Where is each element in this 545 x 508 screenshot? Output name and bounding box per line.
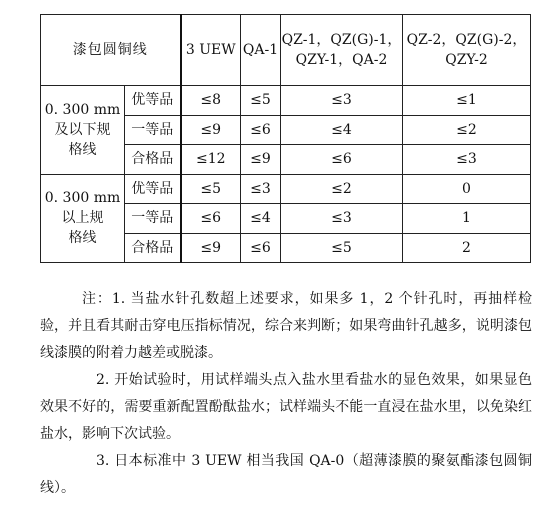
pinhole-limit-cell: ≤3	[281, 86, 403, 116]
pinhole-limit-cell: ≤6	[181, 204, 241, 234]
pinhole-limit-cell: ≤9	[241, 145, 281, 175]
pinhole-limit-cell: ≤2	[281, 174, 403, 204]
table-row	[41, 86, 531, 116]
grade-cell: 一等品	[125, 204, 181, 234]
pinhole-limit-cell: ≤5	[241, 86, 281, 116]
pinhole-limit-cell: ≤12	[181, 145, 241, 175]
grade-cell: 优等品	[125, 174, 181, 204]
header-qz1-line1: QZ-1，QZ(G)-1，	[281, 32, 402, 48]
pinhole-limit-cell: ≤9	[181, 233, 241, 263]
pinhole-limit-cell: ≤4	[241, 204, 281, 234]
header-qz2-line1: QZ-2，QZ(G)-2，	[406, 32, 527, 48]
header-qz1-line2: QZY-1，QA-2	[295, 52, 388, 68]
pinhole-limit-cell: ≤8	[181, 86, 241, 116]
size-category-line: 0. 300 mm	[44, 101, 121, 118]
header-qz1-group	[281, 15, 403, 86]
note-1: 注：1. 当盐水针孔数超上述要求，如果多 1，2 个针孔时，再抽样检验，并且看其耐击穿电压指标情况，综合来判断；如果弯曲针孔越多，说明漆包线漆膜的附着力越差或脱漆。	[40, 291, 532, 361]
pinhole-limit-cell: ≤3	[281, 204, 403, 234]
table-row	[41, 174, 531, 204]
pinhole-limit-cell: ≤4	[281, 115, 403, 145]
pinhole-limit-cell: ≤6	[281, 145, 403, 175]
pinhole-spec-table	[40, 14, 531, 263]
pinhole-limit-cell: ≤9	[181, 115, 241, 145]
size-category-line: 0. 300 mm	[44, 190, 121, 207]
pinhole-limit-cell: 2	[403, 233, 531, 263]
header-wire-type: 漆包圆铜线	[41, 15, 181, 86]
notes-section	[40, 286, 532, 502]
size-category-line: 及以下规	[54, 121, 111, 138]
pinhole-limit-cell: 0	[403, 174, 531, 204]
pinhole-limit-cell: ≤1	[403, 86, 531, 116]
size-category-line: 格线	[68, 230, 97, 247]
grade-cell: 合格品	[125, 145, 181, 175]
grade-cell: 一等品	[125, 115, 181, 145]
size-category-line: 格线	[68, 141, 97, 158]
pinhole-limit-cell: ≤5	[181, 174, 241, 204]
pinhole-limit-cell: ≤6	[241, 233, 281, 263]
note-2: 2. 开始试验时，用试样端头点入盐水里看盐水的显色效果，如果显色效果不好的，需要重新配置酚酞盐水；试样端头不能一直浸在盐水里，以免染红盐水，影响下次试验。	[40, 372, 532, 442]
pinhole-limit-cell: ≤5	[281, 233, 403, 263]
grade-cell: 合格品	[125, 233, 181, 263]
size-category-cell	[41, 86, 125, 175]
pinhole-limit-cell: ≤3	[403, 145, 531, 175]
header-qz2-group	[403, 15, 531, 86]
header-qa1: QA-1	[241, 15, 281, 86]
table-header-row	[41, 15, 531, 86]
header-3uew: 3 UEW	[181, 15, 241, 86]
grade-cell: 优等品	[125, 86, 181, 116]
pinhole-limit-cell: ≤6	[241, 115, 281, 145]
pinhole-limit-cell: ≤3	[241, 174, 281, 204]
pinhole-limit-cell: ≤2	[403, 115, 531, 145]
size-category-cell	[41, 174, 125, 263]
size-category-line: 以上规	[61, 210, 104, 227]
pinhole-limit-cell: 1	[403, 204, 531, 234]
note-3: 3. 日本标准中 3 UEW 相当我国 QA-0（超薄漆膜的聚氨酯漆包圆铜线）。	[40, 453, 532, 496]
header-qz2-line2: QZY-2	[445, 52, 488, 68]
